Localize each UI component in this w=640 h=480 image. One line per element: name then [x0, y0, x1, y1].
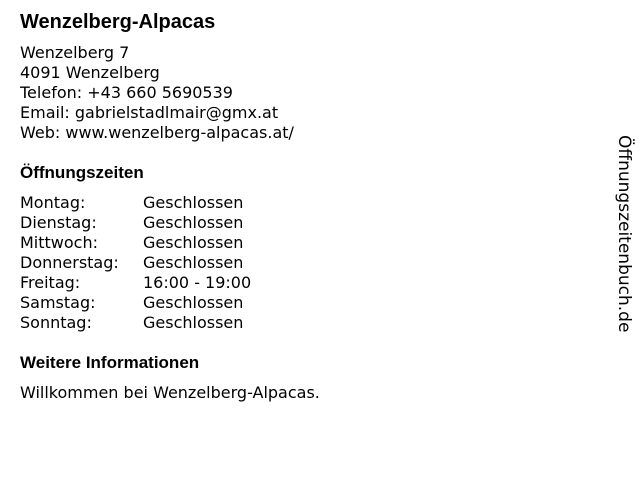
hours-time: 16:00 - 19:00: [143, 273, 252, 292]
hours-row-monday: [20, 193, 600, 213]
business-card: [20, 10, 600, 403]
hours-time: Geschlossen: [143, 233, 244, 252]
street-address: Wenzelberg 7: [20, 43, 130, 62]
more-info-text: Willkommen bei Wenzelberg-Alpacas.: [20, 383, 320, 402]
hours-time: Geschlossen: [143, 313, 244, 332]
hours-day: Freitag:: [20, 273, 81, 292]
web-line: Web: www.wenzelberg-alpacas.at/: [20, 123, 294, 142]
business-name: Wenzelberg-Alpacas: [20, 11, 216, 33]
hours-time: Geschlossen: [143, 193, 244, 212]
hours-day: Samstag:: [20, 293, 96, 312]
opening-hours-heading: Öffnungszeiten: [20, 163, 144, 182]
hours-time: Geschlossen: [143, 253, 244, 272]
hours-row-sunday: [20, 313, 600, 333]
hours-row-friday: [20, 273, 600, 293]
address-block: [20, 43, 600, 143]
hours-time: Geschlossen: [143, 293, 244, 312]
postal-city: 4091 Wenzelberg: [20, 63, 160, 82]
hours-day: Dienstag:: [20, 213, 97, 232]
hours-row-tuesday: [20, 213, 600, 233]
hours-row-saturday: [20, 293, 600, 313]
phone-line: Telefon: +43 660 5690539: [20, 83, 233, 102]
brand-watermark: Öffnungszeitenbuch.de: [614, 135, 634, 333]
hours-day: Donnerstag:: [20, 253, 119, 272]
hours-day: Sonntag:: [20, 313, 92, 332]
hours-time: Geschlossen: [143, 213, 244, 232]
email-line: Email: gabrielstadlmair@gmx.at: [20, 103, 279, 122]
more-info-heading: Weitere Informationen: [20, 353, 200, 372]
hours-day: Mittwoch:: [20, 233, 98, 252]
opening-hours-table: [20, 193, 600, 333]
hours-row-thursday: [20, 253, 600, 273]
hours-day: Montag:: [20, 193, 86, 212]
hours-row-wednesday: [20, 233, 600, 253]
